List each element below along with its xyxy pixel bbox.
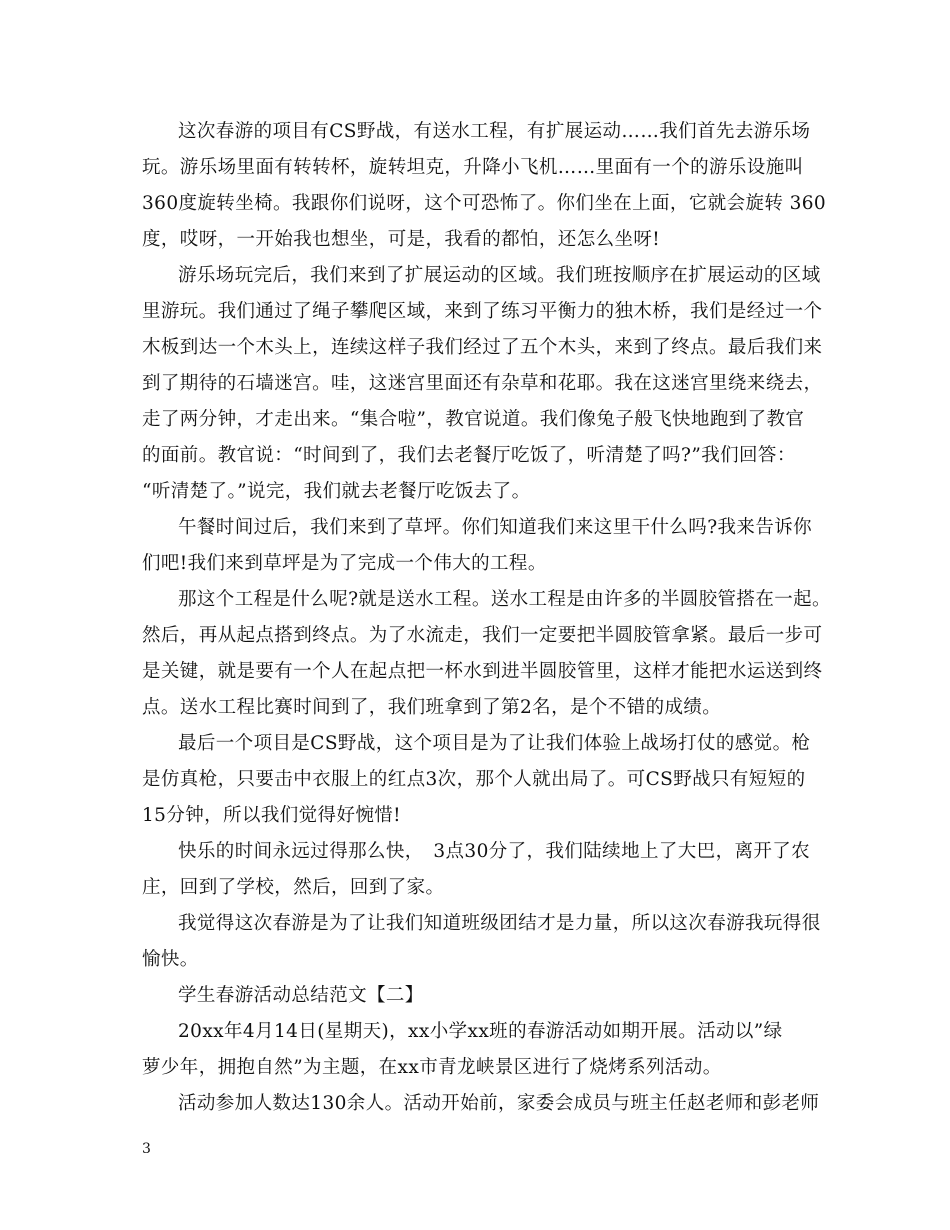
text-line: 活动参加人数达130余人。活动开始前，家委会成员与班主任赵老师和彭老师 [178,1093,820,1114]
text-line: 的面前。教官说：“时间到了，我们去老餐厅吃饭了，听清楚了吗?”我们回答： [142,445,796,466]
text-line: 萝少年，拥抱自然”为主题，在xx市青龙峡景区进行了烧烤系列活动。 [142,1057,722,1078]
text-line: 是仿真枪，只要击中衣服上的红点3次，那个人就出局了。可CS野战只有短短的 [142,769,806,790]
text-line: 愉快。 [142,949,199,970]
text-line: 那这个工程是什么呢?就是送水工程。送水工程是由许多的半圆胶管搭在一起。 [178,589,831,610]
text-line: 点。送水工程比赛时间到了，我们班拿到了第2名，是个不错的成绩。 [142,697,722,718]
text-line: 木板到达一个木头上，连续这样子我们经过了五个木头，来到了终点。最后我们来 [142,337,823,358]
text-line: 360度旋转坐椅。我跟你们说呀，这个可恐怖了。你们坐在上面，它就会旋转 360 [142,193,827,214]
text-line: 我觉得这次春游是为了让我们知道班级团结才是力量，所以这次春游我玩得很 [178,913,821,934]
text-line: 快乐的时间永远过得那么快， 3点30分了，我们陆续地上了大巴，离开了农 [178,841,811,862]
text-line: 是关键，就是要有一个人在起点把一杯水到进半圆胶管里，这样才能把水运送到终 [142,661,823,682]
text-line: 们吧!我们来到草坪是为了完成一个伟大的工程。 [142,553,547,574]
text-line: 到了期待的石墙迷宫。哇，这迷宫里面还有杂草和花耶。我在这迷宫里绕来绕去， [142,373,823,394]
text-line: 走了两分钟，才走出来。“集合啦”，教官说道。我们像兔子般飞快地跑到了教官 [142,409,805,430]
text-line: 然后，再从起点搭到终点。为了水流走，我们一定要把半圆胶管拿紧。最后一步可 [142,625,823,646]
section-heading: 学生春游活动总结范文【二】 [178,985,424,1006]
text-line: 里游玩。我们通过了绳子攀爬区域，来到了练习平衡力的独木桥，我们是经过一个 [142,301,823,322]
text-line: 午餐时间过后，我们来到了草坪。你们知道我们来这里干什么吗?我来告诉你 [178,517,813,538]
text-line: 庄，回到了学校，然后，回到了家。 [142,877,445,898]
text-line: 度，哎呀，一开始我也想坐，可是，我看的都怕，还怎么坐呀! [142,229,661,250]
text-line: 这次春游的项目有CS野战，有送水工程，有扩展运动……我们首先去游乐场 [178,121,811,142]
text-line: “听清楚了。”说完，我们就去老餐厅吃饭去了。 [142,481,531,502]
page-number: 3 [142,1141,151,1157]
text-line: 20xx年4月14日(星期天)，xx小学xx班的春游活动如期开展。活动以”绿 [178,1021,783,1042]
text-line: 玩。游乐场里面有转转杯，旋转坦克，升降小飞机……里面有一个的游乐设施叫 [142,157,804,178]
text-line: 最后一个项目是CS野战，这个项目是为了让我们体验上战场打仗的感觉。枪 [178,733,811,754]
text-line: 游乐场玩完后，我们来到了扩展运动的区域。我们班按顺序在扩展运动的区域 [178,265,821,286]
text-line: 15分钟，所以我们觉得好惋惜! [142,805,401,826]
